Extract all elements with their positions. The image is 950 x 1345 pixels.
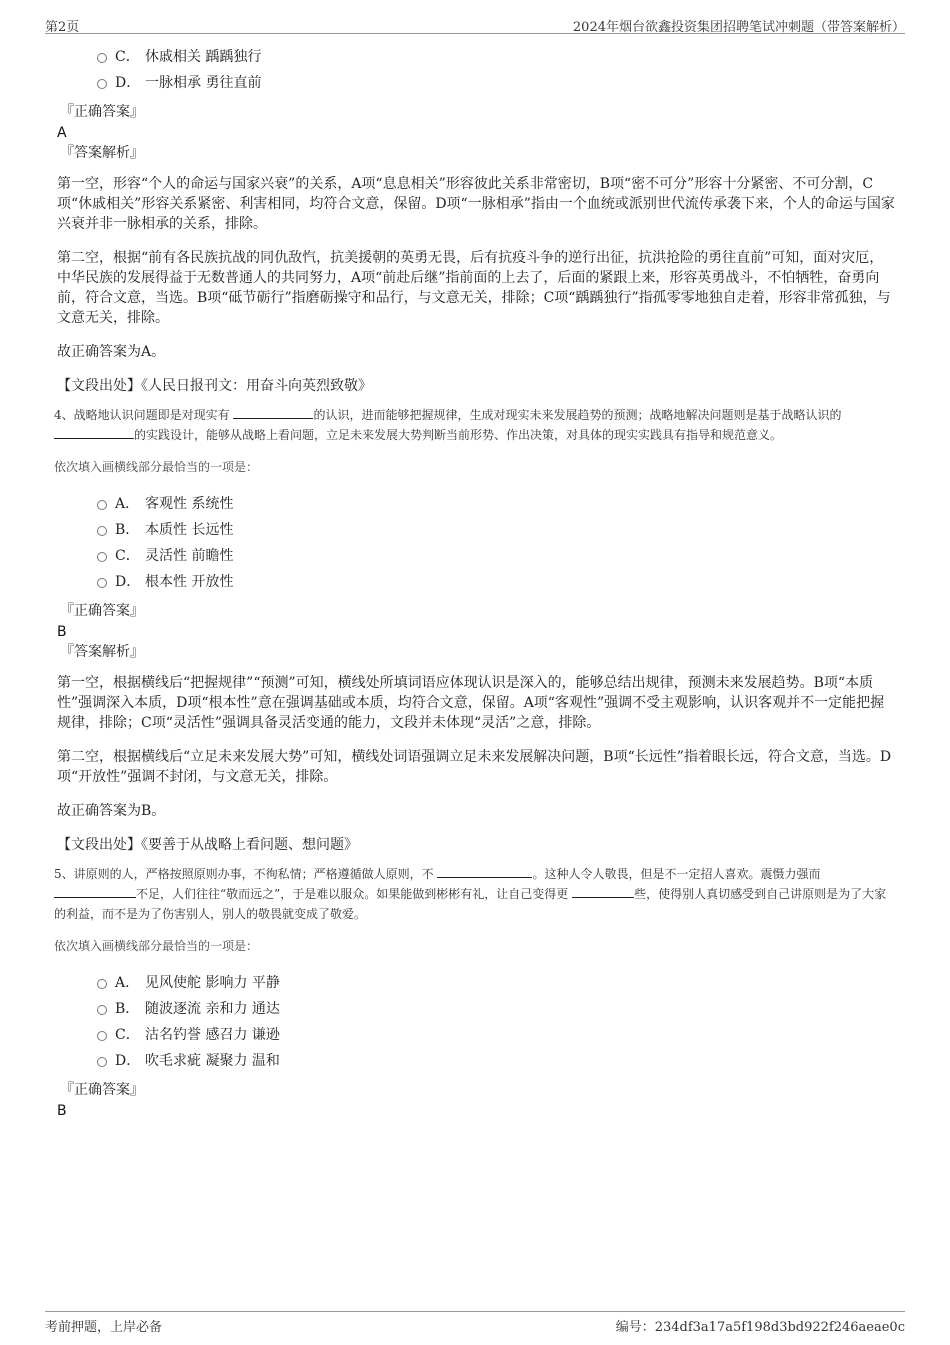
q3-options — [57, 44, 897, 96]
analysis-paragraph: 第一空，形容“个人的命运与国家兴衰”的关系，A项“息息相关”形容彼此关系非常密切，B项“密不可分”形容十分紧密、不可分割，C项“休戚相关”形容关系紧密、利害相同，均符合文意，保留。D项“一脉相承”指由一个血统或派别世代流传承袭下来，个人的命运与国家兴衰并非一脉相承的关系，排除。 — [57, 176, 895, 232]
radio-button-icon[interactable] — [97, 526, 107, 536]
radio-button-icon[interactable] — [97, 500, 107, 510]
text-source: 【文段出处】《人民日报刊文：用奋斗向英烈致敬》 — [57, 378, 372, 394]
fill-blank — [54, 426, 134, 439]
radio-button-icon[interactable] — [97, 53, 107, 63]
q4-option-b[interactable]: B． 本质性 长远性 — [57, 517, 897, 543]
q3-option-c[interactable]: C． 休戚相关 踽踽独行 — [57, 44, 897, 70]
q5-option-a[interactable]: A． 见风使舵 影响力 平静 — [57, 970, 897, 996]
analysis-paragraph: 第二空，根据横线后“立足未来发展大势”可知，横线处词语强调立足未来发展解决问题，B项“长远性”指着眼长远，符合文意，当选。D项“开放性”强调不封闭，与文意无关，排除。 — [57, 749, 892, 785]
fill-blank — [572, 885, 634, 898]
q3-option-d[interactable]: D． 一脉相承 勇往直前 — [57, 70, 897, 96]
final-answer: 故正确答案为A。 — [57, 344, 166, 360]
q4-option-c[interactable]: C． 灵活性 前瞻性 — [57, 543, 897, 569]
radio-button-icon[interactable] — [97, 1031, 107, 1041]
final-answer: 故正确答案为B。 — [57, 803, 166, 819]
correct-answer-value: B — [57, 1103, 67, 1119]
q5-option-b[interactable]: B． 随波逐流 亲和力 通达 — [57, 996, 897, 1022]
question-5-text: 5、讲原则的人，严格按照原则办事，不徇私情；严格遵循做人原则，不 。这种人令人敬畏，但是不一定招人喜欢。震慑力强而 不足，人们往往“敬而远之”，于是难以服众。如果能做到彬彬有礼，让自己变得更 些，使得别人真切感受到自己讲原则是为了大家的利益，而不是为了伤害别人，别人的敬畏就变成了敬爱。 — [54, 867, 887, 921]
radio-button-icon[interactable] — [97, 979, 107, 989]
analysis-paragraph: 第二空，根据“前有各民族抗战的同仇敌忾，抗美援朝的英勇无畏，后有抗疫斗争的逆行出征，抗洪抢险的勇往直前”可知，面对灾厄，中华民族的发展得益于无数普通人的共同努力，A项“前赴后继”指前面的上去了，后面的紧跟上来，形容英勇战斗，不怕牺牲，奋勇向前，符合文意，当选。B项“砥节砺行”指磨砺操守和品行，与文意无关，排除；C项“踽踽独行”指孤零零地独自走着，形容非常孤独，与文意无关，排除。 — [57, 250, 891, 326]
radio-button-icon[interactable] — [97, 552, 107, 562]
page-number: 第2页 — [45, 20, 80, 35]
fill-blank — [437, 865, 532, 878]
radio-button-icon[interactable] — [97, 1005, 107, 1015]
q5-options — [57, 970, 897, 1074]
q4-option-a[interactable]: A． 客观性 系统性 — [57, 491, 897, 517]
q5-option-d[interactable]: D． 吹毛求疵 凝聚力 温和 — [57, 1048, 897, 1074]
text-source: 【文段出处】《要善于从战略上看问题、想问题》 — [57, 837, 358, 853]
q5-option-c[interactable]: C． 沽名钓誉 感召力 谦逊 — [57, 1022, 897, 1048]
page-header — [45, 14, 905, 34]
q4-option-d[interactable]: D． 根本性 开放性 — [57, 569, 897, 595]
footer-motto: 考前押题，上岸必备 — [45, 1320, 163, 1335]
radio-button-icon[interactable] — [97, 1057, 107, 1067]
fill-blank — [233, 406, 313, 419]
fill-blank — [54, 885, 136, 898]
document-title: 2024年烟台欲鑫投资集团招聘笔试冲刺题（带答案解析） — [572, 20, 905, 35]
question-instruction: 依次填入画横线部分最恰当的一项是： — [54, 939, 259, 953]
correct-answer-label: 『正确答案』 — [60, 104, 144, 120]
q4-options — [57, 491, 897, 595]
question-instruction: 依次填入画横线部分最恰当的一项是： — [54, 460, 259, 474]
question-4-text: 4、战略地认识问题即是对现实有 的认识，进而能够把握规律，生成对现实未来发展趋势的预测；战略地解决问题则是基于战略认识的 的实践设计，能够从战略上看问题，立足未来发展大势判断当前形势、作出决策，对具体的现实实践具有指导和规范意义。 — [54, 408, 842, 442]
page-footer — [45, 1311, 905, 1335]
document-serial-number: 编号：234df3a17a5f198d3bd922f246aeae0c — [615, 1320, 905, 1335]
analysis-label: 『答案解析』 — [60, 145, 144, 161]
page-content — [54, 42, 897, 1121]
radio-button-icon[interactable] — [97, 578, 107, 588]
analysis-label: 『答案解析』 — [60, 644, 144, 660]
correct-answer-label: 『正确答案』 — [60, 1082, 144, 1098]
analysis-paragraph: 第一空，根据横线后“把握规律”“预测”可知，横线处所填词语应体现认识是深入的，能够总结出规律，预测未来发展趋势。B项“本质性”强调深入本质，D项“根本性”意在强调基础或本质，均符合文意，保留。A项“客观性”强调不受主观影响，认识客观并不一定能把握规律，排除；C项“灵活性”强调具备灵活变通的能力，文段并未体现“灵活”之意，排除。 — [57, 675, 885, 731]
correct-answer-label: 『正确答案』 — [60, 603, 144, 619]
correct-answer-value: B — [57, 624, 67, 640]
correct-answer-value: A — [57, 125, 67, 141]
radio-button-icon[interactable] — [97, 79, 107, 89]
